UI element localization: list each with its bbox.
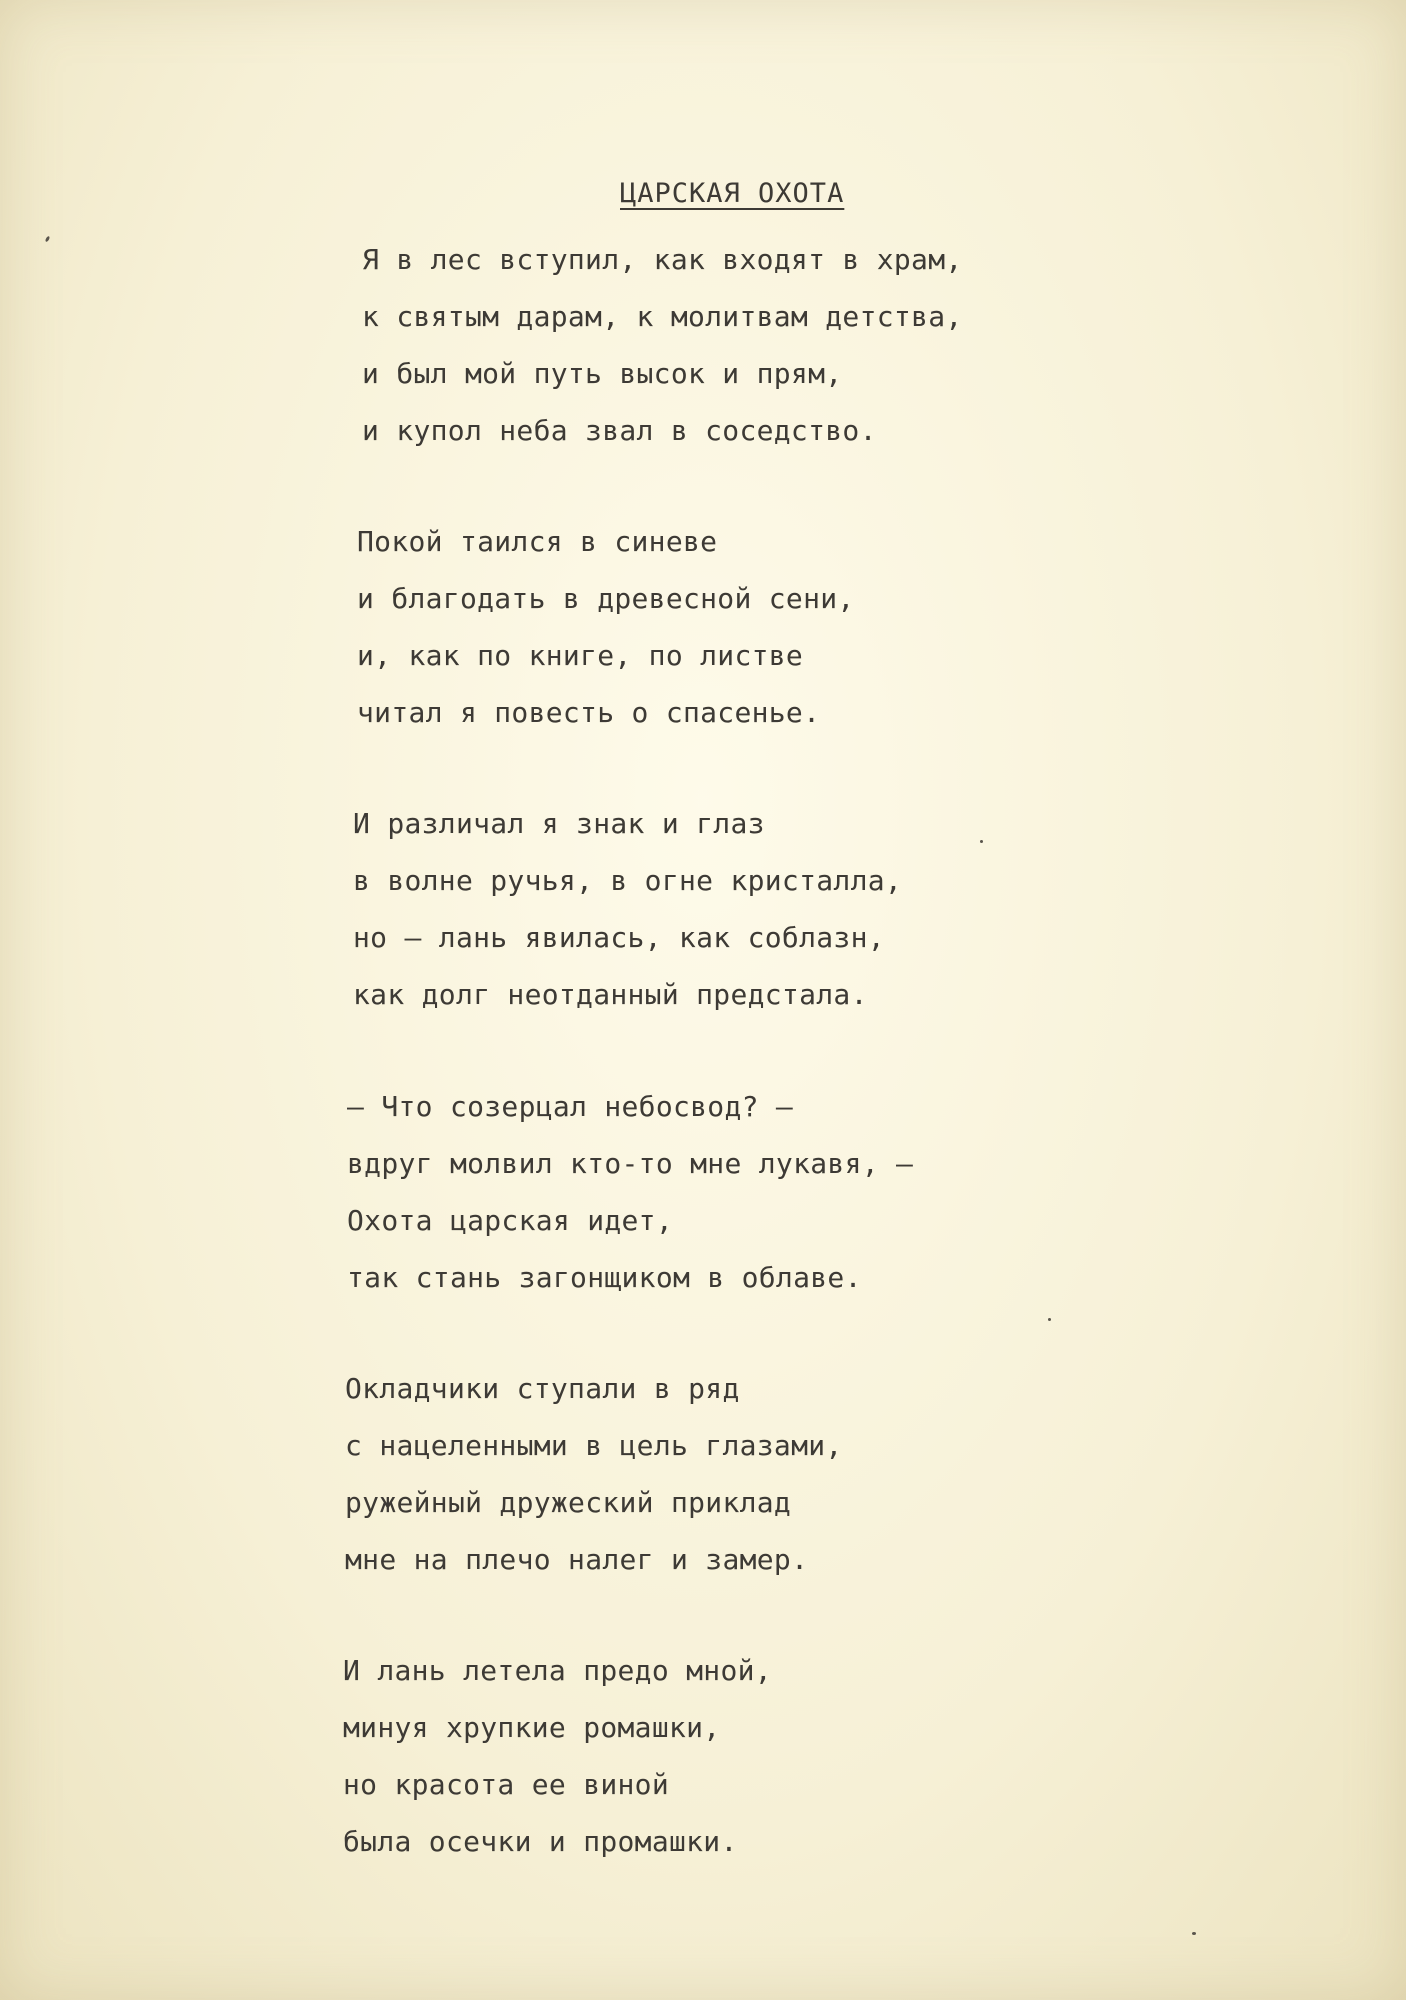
stanza-3 (353, 795, 902, 1023)
poem-line: была осечки и промашки. (343, 1825, 738, 1858)
stanza-2 (357, 513, 855, 741)
poem-line: но – лань явилась, как соблазн, (353, 921, 885, 954)
poem-line: с нацеленными в цель глазами, (345, 1429, 843, 1462)
poem-line: так стань загонщиком в облаве. (347, 1261, 862, 1294)
poem-line: Охота царская идет, (347, 1204, 673, 1237)
poem-line: ружейный дружеский приклад (345, 1486, 792, 1519)
poem-title: ЦАРСКАЯ ОХОТА (620, 178, 845, 209)
poem-line: минуя хрупкие ромашки, (343, 1711, 721, 1744)
poem-line: И лань летела предо мной, (343, 1654, 772, 1687)
poem-line: и благодать в древесной сени, (357, 582, 855, 615)
poem-line: к святым дарам, к молитвам детства, (362, 300, 963, 333)
poem-line: в волне ручья, в огне кристалла, (353, 864, 903, 897)
poem-line: вдруг молвил кто-то мне лукавя, – (347, 1147, 914, 1180)
stanza-1 (362, 231, 963, 459)
stanza-5 (345, 1360, 843, 1588)
poem-line: мне на плечо налег и замер. (345, 1543, 809, 1576)
poem-line: Покой таился в синеве (357, 525, 718, 558)
poem-line: читал я повесть о спасенье. (357, 696, 821, 729)
poem-line: Окладчики ступали в ряд (345, 1372, 740, 1405)
poem-line: и купол неба звал в соседство. (362, 414, 877, 447)
paper-speck (1048, 1318, 1051, 1321)
poem-line: как долг неотданный предстала. (353, 978, 868, 1011)
poem-line: и, как по книге, по листве (357, 639, 804, 672)
poem-line: Я в лес вступил, как входят в храм, (362, 243, 963, 276)
paper-speck (1192, 1932, 1196, 1935)
poem-line: и был мой путь высок и прям, (362, 357, 843, 390)
poem-line: но красота ее виной (343, 1768, 669, 1801)
stanza-6 (343, 1642, 772, 1870)
stanza-4 (347, 1078, 913, 1306)
paper-speck (45, 236, 51, 243)
poem-line: – Что созерцал небосвод? – (347, 1090, 794, 1123)
paper-speck (980, 840, 983, 843)
poem-line: И различал я знак и глаз (353, 807, 765, 840)
